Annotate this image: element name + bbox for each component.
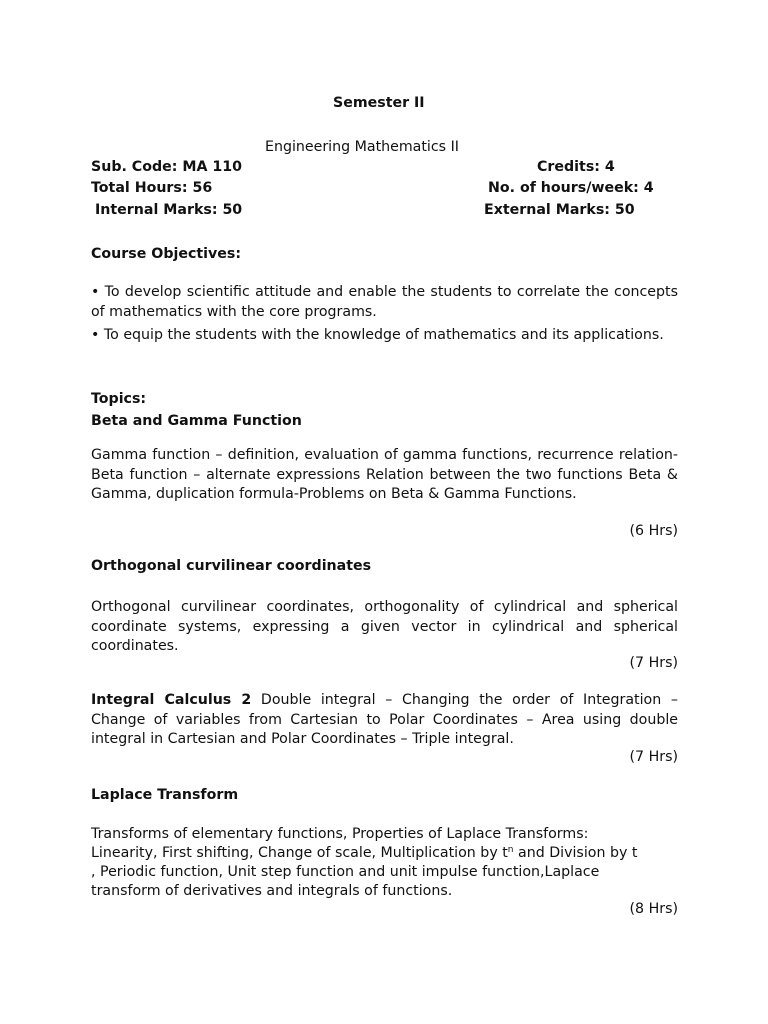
laplace-line-4: transform of derivatives and integrals of functions. [91, 883, 453, 899]
superscript-n: n [507, 845, 514, 855]
topic-body-beta-gamma: Gamma function – definition, evaluation of gamma functions, recurrence relation-Beta function – alternate expressions Relation between the two functions Beta & Gamma, duplication formula-Problems on Beta & Gamma Functions. [91, 447, 678, 502]
topic-body-orthogonal: Orthogonal curvilinear coordinates, orthogonality of cylindrical and spherical coordinate systems, expressing a given vector in cylindrical and spherical coordinates. [91, 599, 678, 654]
topic-hours-laplace: (8 Hrs) [629, 901, 678, 917]
topic-title-integral: Integral Calculus 2 [91, 692, 252, 708]
objective-item: • To equip the students with the knowledge of mathematics and its applications. [91, 327, 664, 343]
internal-marks: Internal Marks: 50 [95, 202, 243, 218]
topic-integral-calculus [91, 691, 678, 750]
topic-hours-orthogonal: (7 Hrs) [629, 655, 678, 671]
hours-per-week: No. of hours/week: 4 [488, 180, 654, 196]
total-hours: Total Hours: 56 [91, 180, 213, 196]
objective-item: • To develop scientific attitude and enable the students to correlate the concepts of mathematics with the core programs. [91, 284, 678, 320]
laplace-line-2-pre: Linearity, First shifting, Change of scale, Multiplication by t [91, 845, 508, 861]
objectives-heading: Course Objectives: [91, 246, 242, 262]
topic-hours-integral: (7 Hrs) [629, 749, 678, 765]
topic-title-beta-gamma: Beta and Gamma Function [91, 413, 302, 429]
topic-body-integral: Double integral – Changing the order of Integration – Change of variables from Cartesian to Polar Coordinates – Area using double integral in Cartesian and Polar Coordinates – Triple integral. [91, 692, 678, 747]
topic-title-orthogonal: Orthogonal curvilinear coordinates [91, 558, 372, 574]
external-marks: External Marks: 50 [484, 202, 635, 218]
laplace-line-2 [91, 844, 637, 863]
sub-code: Sub. Code: MA 110 [91, 159, 243, 175]
semester-heading: Semester II [333, 95, 425, 111]
topic-hours-beta-gamma: (6 Hrs) [629, 523, 678, 539]
topic-title-laplace: Laplace Transform [91, 787, 239, 803]
laplace-line-2-post: and Division by t [513, 845, 638, 861]
laplace-line-1: Transforms of elementary functions, Properties of Laplace Transforms: [91, 826, 589, 842]
laplace-line-3: , Periodic function, Unit step function and unit impulse function,Laplace [91, 864, 600, 880]
course-title: Engineering Mathematics II [265, 139, 459, 155]
topics-heading: Topics: [91, 391, 147, 407]
credits: Credits: 4 [537, 159, 615, 175]
